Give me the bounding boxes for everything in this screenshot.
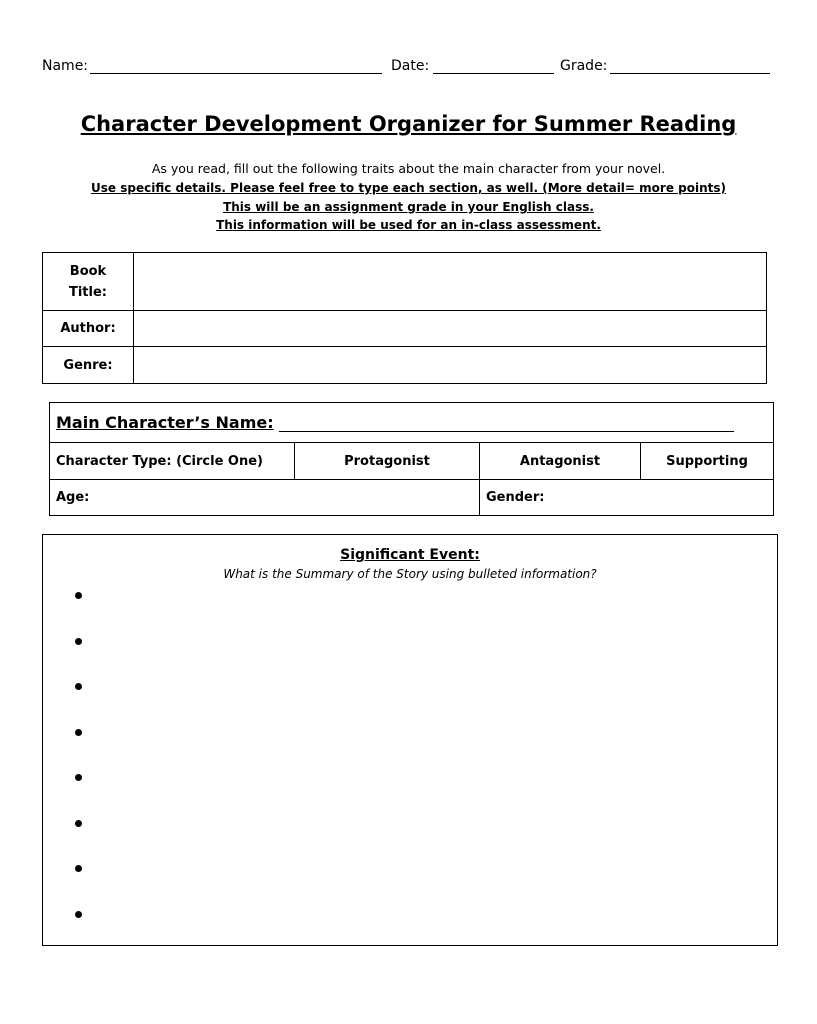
date-label: Date: bbox=[391, 58, 430, 74]
book-title-label bbox=[43, 253, 134, 311]
author-label: Author: bbox=[43, 311, 134, 347]
header-row bbox=[42, 56, 772, 78]
option-antagonist[interactable]: Antagonist bbox=[480, 443, 641, 480]
genre-label: Genre: bbox=[43, 347, 134, 384]
bullet-point bbox=[75, 820, 82, 827]
instruction-line-1: As you read, fill out the following traits about the main character from your novel. bbox=[151, 161, 666, 176]
age-cell[interactable] bbox=[50, 480, 480, 516]
book-info-table bbox=[42, 252, 767, 384]
main-character-cell[interactable] bbox=[50, 403, 774, 443]
bullet-point bbox=[75, 592, 82, 599]
name-line[interactable] bbox=[90, 73, 382, 74]
significant-event-box[interactable] bbox=[42, 534, 778, 946]
bullet-point bbox=[75, 774, 82, 781]
instruction-line-3: This will be an assignment grade in your English class. bbox=[223, 200, 594, 214]
gender-label: Gender: bbox=[486, 490, 545, 505]
genre-field[interactable] bbox=[134, 347, 767, 384]
date-line[interactable] bbox=[433, 73, 554, 74]
significant-event-title: Significant Event: bbox=[340, 547, 480, 563]
book-title-field[interactable] bbox=[134, 253, 767, 311]
page-title: Character Development Organizer for Summer Reading bbox=[80, 112, 737, 136]
book-title-label-line2: Title: bbox=[68, 284, 107, 300]
bullet-point bbox=[75, 911, 82, 918]
bullet-point bbox=[75, 638, 82, 645]
main-character-name-line[interactable] bbox=[279, 430, 734, 432]
name-label: Name: bbox=[42, 58, 89, 74]
main-character-name-label: Main Character’s Name: bbox=[56, 413, 274, 432]
option-protagonist[interactable]: Protagonist bbox=[295, 443, 480, 480]
bullet-point bbox=[75, 683, 82, 690]
option-supporting[interactable]: Supporting bbox=[641, 443, 774, 480]
grade-line[interactable] bbox=[610, 73, 770, 74]
instruction-line-2: Use specific details. Please feel free to type each section, as well. (More detail= more points) bbox=[91, 181, 726, 195]
age-label: Age: bbox=[56, 490, 90, 505]
book-title-label-line1: Book bbox=[69, 263, 107, 279]
character-table bbox=[49, 402, 774, 516]
author-field[interactable] bbox=[134, 311, 767, 347]
grade-label: Grade: bbox=[560, 58, 608, 74]
bullet-point bbox=[75, 865, 82, 872]
instruction-line-4: This information will be used for an in-class assessment. bbox=[216, 218, 601, 232]
bullet-point bbox=[75, 729, 82, 736]
gender-cell[interactable] bbox=[480, 480, 774, 516]
character-type-label: Character Type: (Circle One) bbox=[50, 443, 295, 480]
significant-event-subtitle: What is the Summary of the Story using bulleted information? bbox=[223, 567, 597, 581]
